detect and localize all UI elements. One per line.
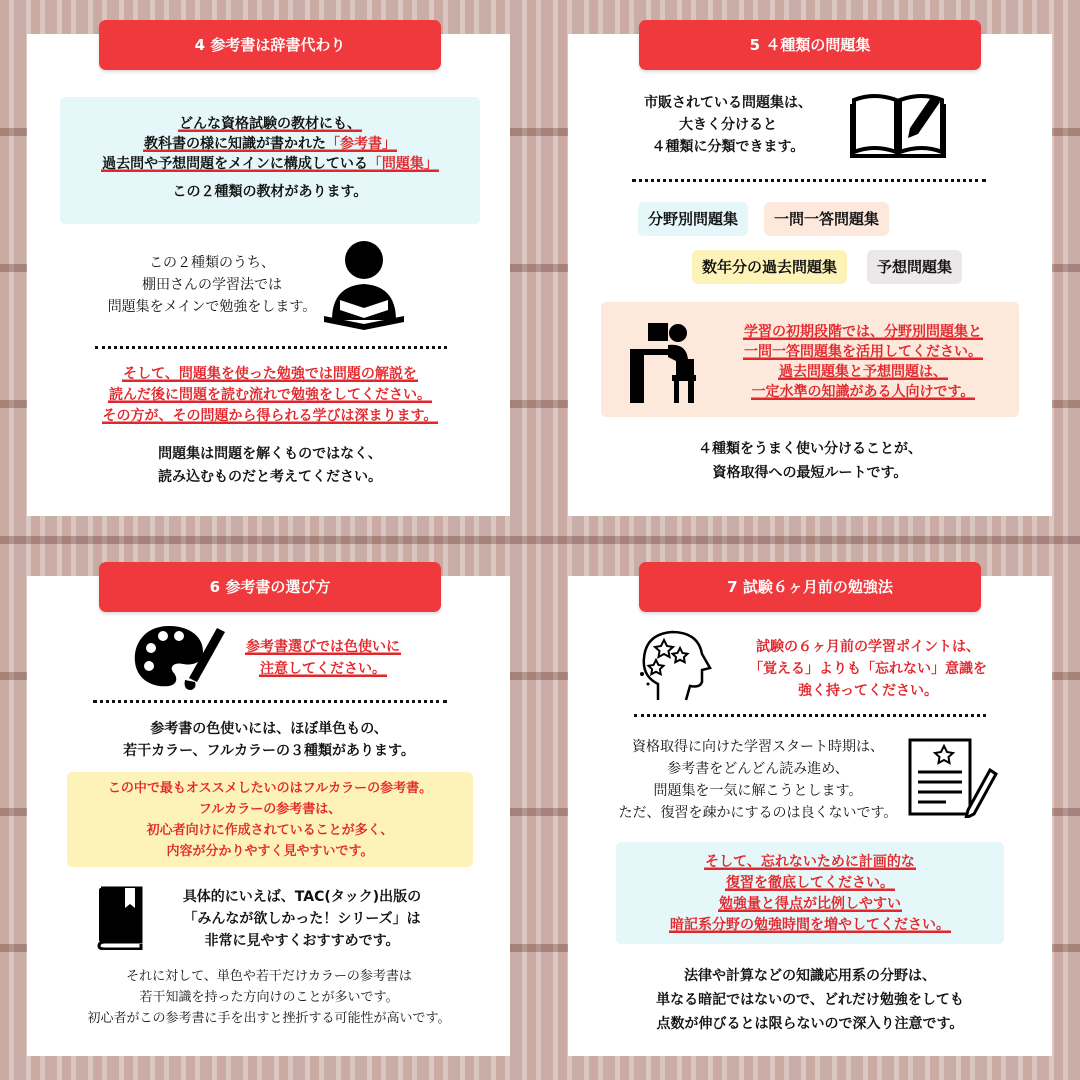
- book-icon: [95, 886, 145, 950]
- text-line: そして、忘れないために計画的な: [705, 854, 915, 870]
- divider: [632, 179, 986, 182]
- panel-header: 4 参考書は辞書代わり: [99, 20, 441, 70]
- text-line: 単なる暗記ではないので、どれだけ勉強をしても: [656, 992, 964, 1008]
- tag-past-exams: 数年分の過去問題集: [692, 250, 847, 284]
- text-line: 読んだ後に問題を読む流れで勉強をしてください。: [109, 387, 431, 403]
- text-line: 「覚える」よりも「忘れない」意識を: [749, 661, 987, 677]
- review-text: [616, 852, 1004, 936]
- start-period-text: [598, 736, 918, 824]
- text-line: 内容が分かりやすく見やすいです。: [166, 844, 374, 859]
- text-line: ４種類に分類できます。: [651, 139, 805, 155]
- text-line: 資格取得に向けた学習スタート時期は、: [632, 739, 884, 755]
- text-line: 初心者向けに作成されていることが多く、: [146, 823, 394, 838]
- text-line: フルカラーの参考書は、: [198, 802, 342, 817]
- text-line: 復習を徹底してください。: [726, 875, 894, 891]
- text-line: 学習の初期段階では、分野別問題集と: [744, 324, 982, 340]
- text-line: 法律や計算などの知識応用系の分野は、: [684, 968, 936, 984]
- text-line: ４種類をうまく使い分けることが、: [698, 441, 922, 457]
- text-line: 非常に見やすくおすすめです。: [204, 933, 400, 949]
- tag-q-and-a: 一問一答問題集: [764, 202, 889, 236]
- recommend-text: [67, 778, 473, 862]
- open-book-pen-icon: [850, 90, 946, 158]
- text-line: 具体的にいえば、TAC(タック)出版の: [182, 889, 422, 905]
- tip-text: [223, 636, 423, 680]
- text-line: 勉強量と得点が比例しやすい: [719, 896, 901, 912]
- warning-text: [41, 966, 497, 1029]
- divider: [95, 346, 447, 349]
- panel-reference-books: [27, 34, 510, 516]
- caution-text: [588, 964, 1032, 1036]
- text-line: 棚田さんの学習法では: [142, 277, 282, 293]
- conclusion-text: [47, 443, 493, 489]
- text-line: 参考書をどんどん読み進め、: [667, 761, 849, 777]
- text-line: 若干カラー、フルカラーの３種類があります。: [123, 743, 415, 759]
- text-line: 問題集をメインで勉強をします。: [107, 299, 317, 315]
- conclusion-text: [588, 437, 1032, 485]
- intro-text: [628, 92, 828, 158]
- tag-by-field: 分野別問題集: [638, 202, 748, 236]
- text-line: 試験の６ヶ月前の学習ポイントは、: [756, 639, 980, 655]
- text-line: 市販されている問題集は、: [644, 95, 812, 111]
- text-line: 読み込むものだと考えてください。: [158, 469, 382, 485]
- example-text: [152, 886, 452, 952]
- text-line: 一問一答問題集を活用してください。: [744, 344, 982, 360]
- method-text: [97, 252, 327, 318]
- text-line: 強く持ってください。: [798, 683, 938, 699]
- types-text: [47, 718, 491, 762]
- text-line: この２種類のうち、: [149, 255, 275, 271]
- box-line: 教科書の様に知識が書かれた: [144, 136, 326, 152]
- palette-icon: [131, 622, 227, 692]
- text-line: そして、問題集を使った勉強では問題の解説を: [123, 366, 417, 382]
- text-line: 問題集は問題を解くものではなく、: [158, 446, 382, 462]
- text-line: 「みんなが欲しかった！シリーズ」は: [183, 911, 421, 927]
- point-text: [718, 636, 1018, 702]
- text-line: 注意してください。: [260, 661, 386, 677]
- box-line: 過去問や予想問題をメインに構成している: [102, 156, 368, 172]
- text-line: この中で最もオススメしたいのはフルカラーの参考書。: [107, 781, 433, 796]
- box-line: どんな資格試験の教材にも、: [179, 116, 361, 132]
- text-line: 点数が伸びるとは限らないので深入り注意です。: [656, 1016, 964, 1032]
- text-line: 若干知識を持った方向けのことが多いです。: [139, 990, 399, 1005]
- info-box-text: [60, 114, 480, 202]
- panel-choosing-books: [27, 576, 510, 1056]
- text-line: その方が、その問題から得られる学びは深まります。: [102, 408, 438, 424]
- divider: [634, 714, 986, 717]
- tag-mock-exams: 予想問題集: [867, 250, 962, 284]
- panel-four-question-books: [568, 34, 1052, 516]
- text-line: 過去問題集と予想問題は、: [779, 364, 947, 380]
- head-stars-icon: [634, 626, 718, 702]
- advice-text: [47, 364, 493, 427]
- panel-header: 5 ４種類の問題集: [639, 20, 981, 70]
- divider: [93, 700, 447, 703]
- person-at-desk-icon: [628, 319, 700, 405]
- highlight-term: 「参考書」: [326, 136, 396, 152]
- text-line: 暗記系分野の勉強時間を増やしてください。: [670, 917, 950, 933]
- text-line: 大きく分けると: [679, 117, 777, 133]
- person-reading-icon: [322, 238, 406, 334]
- text-line: それに対して、単色や若干だけカラーの参考書は: [126, 969, 412, 984]
- text-line: 参考書の色使いには、ほぼ単色もの、: [150, 721, 388, 737]
- panel-six-months-before: [568, 576, 1052, 1056]
- text-line: ただ、復習を疎かにするのは良くないです。: [618, 805, 898, 821]
- text-line: 問題集を一気に解こうとします。: [653, 783, 863, 799]
- text-line: 資格取得への最短ルートです。: [712, 465, 908, 481]
- text-line: 一定水準の知識がある人向けです。: [751, 384, 975, 400]
- panel-header: 6 参考書の選び方: [99, 562, 441, 612]
- text-line: 参考書選びでは色使いに: [246, 639, 400, 655]
- text-line: 初心者がこの参考書に手を出すと挫折する可能性が高いです。: [87, 1011, 451, 1026]
- document-pencil-icon: [906, 736, 998, 818]
- highlight-term: 「問題集」: [367, 156, 438, 172]
- box-line: この２種類の教材があります。: [172, 184, 368, 200]
- advice-text: [718, 322, 1008, 402]
- panel-header: 7 試験６ヶ月前の勉強法: [639, 562, 981, 612]
